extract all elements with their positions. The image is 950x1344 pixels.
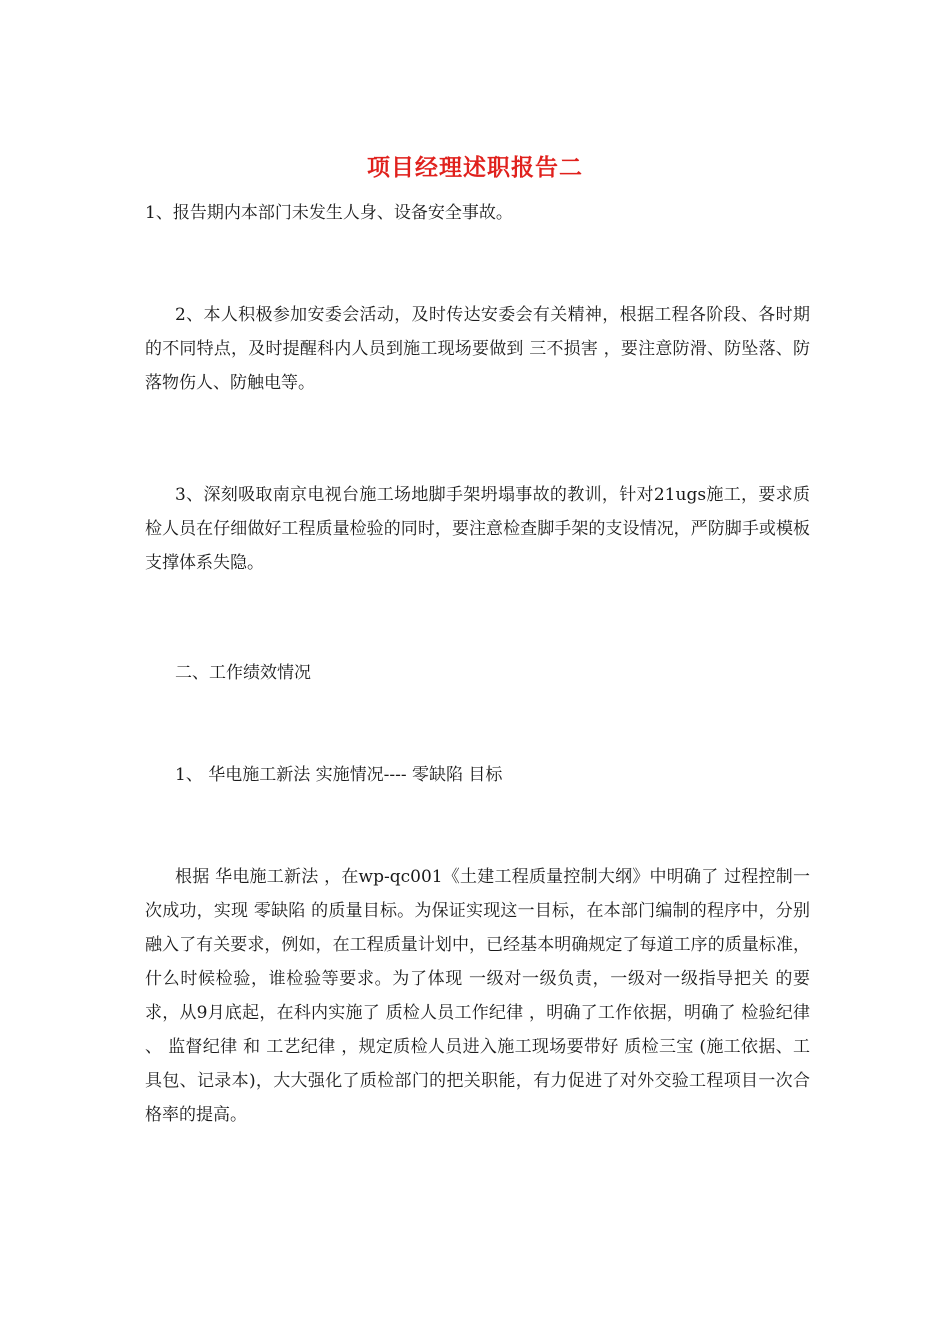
paragraph-scaffold-lesson: 3、深刻吸取南京电视台施工场地脚手架坍塌事故的教训，针对21ugs施工，要求质检人员在仔细做好工程质量检验的同时，要注意检查脚手架的支设情况，严防脚手或模板支撑体系失隐。 (145, 485, 810, 573)
document-title: 项目经理述职报告二 (367, 154, 583, 181)
section-heading-performance: 二、工作绩效情况 (175, 663, 311, 683)
paragraph-quality-control: 根据 华电施工新法 ，在wp-qc001《土建工程质量控制大纲》中明确了 过程控制一次成功，实现 零缺陷 的质量目标。为保证实现这一目标，在本部门编制的程序中，分别融入了有关要求，例如，在工程质量计划中，已经基本明确规定了每道工序的质量标准，什么时候检验，谁检验等要求。为了体现 一级对一级负责，一级对一级指导把关 的要求，从9月底起，在科内实施了 质检人员工作纪律 ，明确了工作依据，明确了 检验纪律 、 监督纪律 和 工艺纪律 ，规定质检人员进入施工现场要带好 质检三宝 (施工依据、工具包、记录本)，大大强化了质检部门的把关职能，有力促进了对外交验工程项目一次合格率的提高。 (145, 867, 810, 1125)
subsection-heading-zero-defect: 1、 华电施工新法 实施情况---- 零缺陷 目标 (175, 765, 503, 785)
paragraph-safety-committee: 2、本人积极参加安委会活动，及时传达安委会有关精神，根据工程各阶段、各时期的不同特点，及时提醒科内人员到施工现场要做到 三不损害 ，要注意防滑、防坠落、防落物伤人、防触电等。 (145, 305, 810, 393)
paragraph-safety-record: 1、报告期内本部门未发生人身、设备安全事故。 (145, 203, 513, 223)
